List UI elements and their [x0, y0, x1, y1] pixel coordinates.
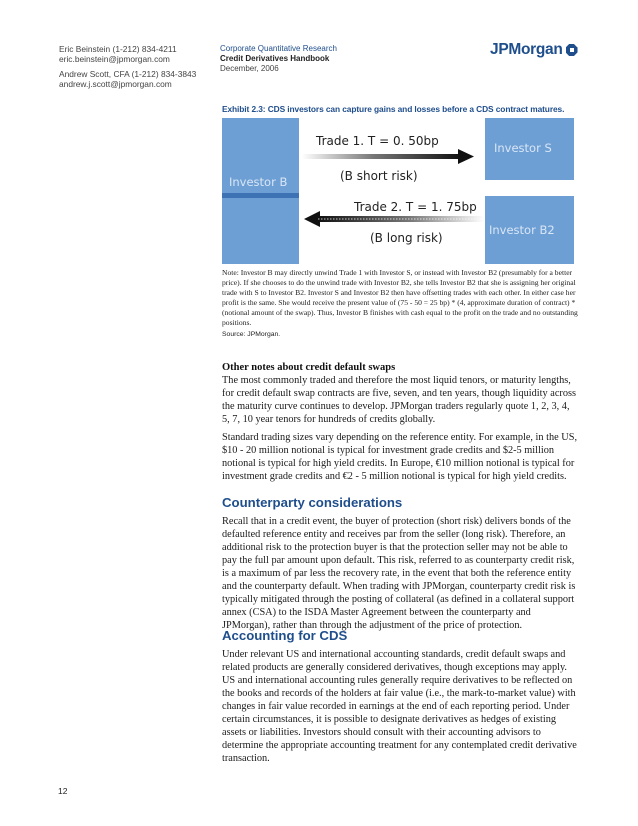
- exhibit-title: Exhibit 2.3: CDS investors can capture gains and losses before a CDS contract matures.: [222, 104, 565, 114]
- author-email: eric.beinstein@jpmorgan.com: [59, 54, 170, 64]
- octagon-icon: [566, 44, 578, 56]
- header-date: December, 2006: [220, 64, 279, 73]
- other-notes-heading: Other notes about credit default swaps: [222, 362, 396, 373]
- investor-s-label: Investor S: [494, 141, 552, 155]
- trade2-sublabel: (B long risk): [370, 231, 443, 245]
- trade2-label: Trade 2. T = 1. 75bp: [354, 200, 477, 214]
- exhibit-source: Source: JPMorgan.: [222, 331, 281, 338]
- author-line: Eric Beinstein (1-212) 834-4211: [59, 44, 177, 54]
- exhibit-note: Note: Investor B may directly unwind Trade 1 with Investor S, or instead with Investor B2 (presumably for a better price). If she chooses to do the unwind trade with Investor B2, she tells Investor B2 that she is assigning her original trade with S to Investor B2. Investor S and Investor B2 then have offsetting trades with each other. In either case her profit is the same. She would receive the present value of (75 - 50 = 25 bp) * (4, approximate duration of contract) * (notional amount of the swap). Thus, Investor B finishes with cash equal to the profit on the trade and no outstanding positions.: [222, 268, 578, 328]
- cds-diagram: [222, 118, 574, 264]
- counterparty-heading: Counterparty considerations: [222, 495, 403, 510]
- author-line: Andrew Scott, CFA (1-212) 834-3843: [59, 69, 197, 79]
- accounting-paragraph: Under relevant US and international accounting standards, credit default swaps and related products are generally considered derivatives, though exceptions may apply. US and international accounting rules generally require derivatives to be reflected on the books and records of the holders at fair value (i.e., the mark-to-market value) with changes in fair value recorded in earnings at the end of each reporting period. Under certain circumstances, it is possible to designate derivatives as hedges of existing assets or liabilities. Investors should consult with their accounting advisors to determine the appropriate accounting treatment for any contemplated credit derivative transaction.: [222, 649, 577, 764]
- author-email: andrew.j.scott@jpmorgan.com: [59, 79, 172, 89]
- trade1-label: Trade 1. T = 0. 50bp: [316, 134, 439, 148]
- counterparty-paragraph: Recall that in a credit event, the buyer of protection (short risk) delivers bonds of the defaulted reference entity and receives par from the seller (long risk). Therefore, an additional risk to the protection buyer is that the protection seller may not be able to pay the full par amount upon default. This risk, referred to as counterparty credit risk, is a maximum of par less the recovery rate, in the event that both the reference entity and the counterparty default. When trading with JPMorgan, counterparty credit risk is typically mitigated through the posting of collateral (as defined in a collateral support annex (CSA) to the ISDA Master Agreement between the counterparty and JPMorgan), rather than through the adjustment of the price of protection.: [222, 516, 576, 631]
- accounting-heading: Accounting for CDS: [222, 628, 348, 643]
- investor-b-label: Investor B: [229, 175, 288, 189]
- trade1-arrow: [302, 149, 474, 164]
- jpmorgan-logo: [490, 41, 578, 59]
- investor-b2-label: Investor B2: [489, 223, 555, 237]
- trade1-sublabel: (B short risk): [340, 169, 418, 183]
- logo-text: JPMorgan: [490, 41, 563, 58]
- header-dept: Corporate Quantitative Research: [220, 44, 337, 53]
- other-notes-paragraph: The most commonly traded and therefore the most liquid tenors, or maturity lengths, for credit default swap contracts are five, seven, and ten years, though liquidity across the maturity curve continues to develop. JPMorgan traders regularly quote 1, 2, 3, 4, 5, 7, 10 year tenors for hundreds of credits globally.: [222, 375, 576, 425]
- header-title: Credit Derivatives Handbook: [220, 54, 330, 63]
- page-number: 12: [58, 786, 68, 796]
- trading-sizes-paragraph: Standard trading sizes vary depending on the reference entity. For example, in the US, $10 - 20 million notional is typical for investment grade credits and $2-5 million notional is typical for high yield credits. In Europe, €10 million notional is typical for investment grade credits and €2 - 5 million notional is typical for high yield credits.: [222, 432, 578, 482]
